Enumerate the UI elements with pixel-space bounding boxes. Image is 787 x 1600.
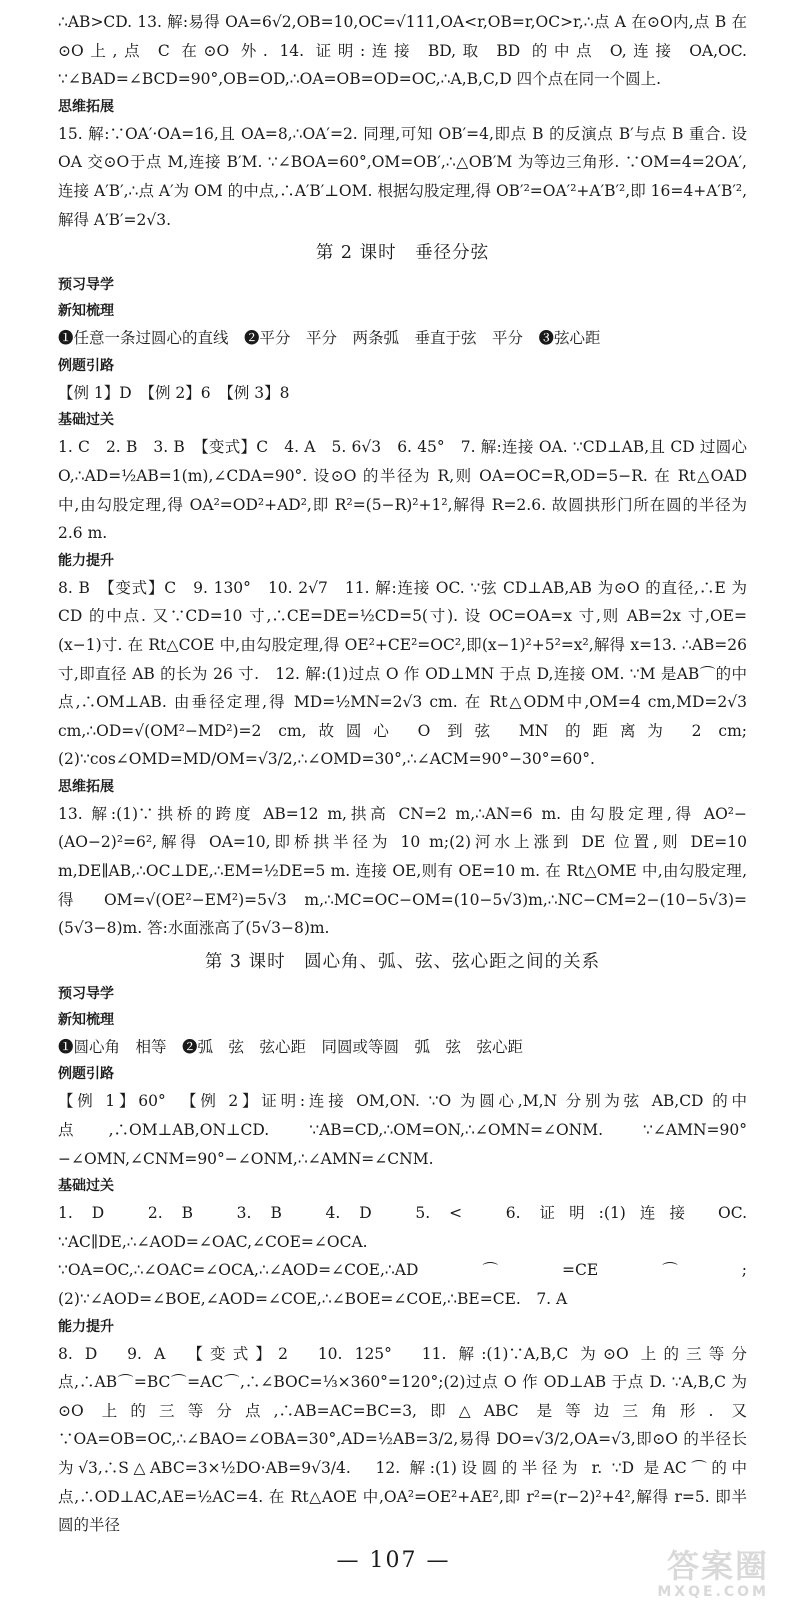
section-thinking-extension: 思维拓展 [58, 98, 114, 115]
lesson-title-3: 第 3 课时 圆心角、弧、弦、弦心距之间的关系 [204, 951, 601, 972]
watermark-logo [657, 1548, 769, 1600]
paragraph-q15: 15. 解:∵OA′·OA=16,且 OA=8,∴OA′=2. 同理,可知 OB′=4,即点 B 的反演点 B′与点 B 重合. 设 OA 交⊙O于点 M,连接 B′M. ∵∠BOA=60°,OM=OB′,∴△OB′M 为等边三角形. ∵OM=4=2OA′,连接 A′B′,∴点 A′为 OM 的中点,∴A′B′⊥OM. 根据勾股定理,得 OB′²=OA′²+A′B′²,即 16=4+A′B′²,解得 A′B′=2√3. [58, 124, 747, 229]
section-new-knowledge-3: 新知梳理 [58, 1011, 114, 1028]
section-basic-3: 基础过关 [58, 1178, 114, 1195]
paragraph-basic-2: 1. C 2. B 3. B 【变式】C 4. A 5. 6√3 6. 45° 7. 解:连接 OA. ∵CD⊥AB,且 CD 过圆心 O,∴AD=½AB=1(m),∠CDA=90°. 设⊙O 的半径为 R,则 OA=OC=R,OD=5−R. 在 Rt△OAD 中,由勾股定理,得 OA²=OD²+AD²,即 R²=(5−R)²+1²,解得 R=2.6. 故圆拱形门所在圆的半径为 2.6 m. [58, 438, 747, 543]
section-preview-3: 预习导学 [58, 985, 114, 1002]
paragraph-ability-3: 8. D 9. A 【变式】2 10. 125° 11. 解:(1)∵A,B,C 为⊙O 上的三等分点,∴AB⌒=BC⌒=AC⌒,∴∠BOC=⅓×360°=120°;(2)过点 O 作 OD⊥AB 于点 D. ∵A,B,C 为⊙O 上的三等分点,∴AB=AC=BC=3,即△ABC 是等边三角形. 又∵OA=OB=OC,∴∠BAO=∠OBA=30°,AD=½AB=3/2,易得 DO=√3/2,OA=√3,即⊙O 的半径长为√3,∴S△ABC=3×½DO·AB=9√3/4. 12. 解:(1)设圆的半径为 r. ∵D 是AC⌒的中点,∴OD⊥AC,AE=½AC=4. 在 Rt△AOE 中,OA²=OE²+AE²,即 r²=(r−2)²+4²,解得 r=5. 即半圆的半径 [58, 1344, 747, 1535]
section-new-knowledge: 新知梳理 [58, 303, 114, 320]
watermark-text: 答案圈 [666, 1547, 769, 1585]
paragraph-new-knowledge-3: ❶圆心角 相等 ❷弧 弦 弦心距 同圆或等圆 弧 弦 弦心距 [58, 1037, 524, 1056]
section-examples-3: 例题引路 [58, 1066, 114, 1083]
page-number: — 107 — [336, 1548, 451, 1573]
section-thinking-extension-2: 思维拓展 [58, 778, 114, 795]
watermark-url: MXQE.COM [657, 1584, 769, 1600]
paragraph-examples-3: 【例 1】60° 【例 2】证明:连接 OM,ON. ∵O 为圆心,M,N 分别为弦 AB,CD 的中点,∴OM⊥AB,ON⊥CD. ∵AB=CD,∴OM=ON,∴∠OMN=∠ONM. ∵∠AMN=90°−∠OMN,∠CNM=90°−∠ONM,∴∠AMN=∠CNM. [58, 1092, 747, 1168]
paragraph-q12-q14: ∴AB>CD. 13. 解:易得 OA=6√2,OB=10,OC=√111,OA<r,OB=r,OC>r,∴点 A 在⊙O内,点 B 在⊙O上,点 C 在⊙O 外. 14. 证明:连接 BD,取 BD 的中点 O,连接 OA,OC. ∵∠BAD=∠BCD=90°,OB=OD,∴OA=OB=OD=OC,∴A,B,C,D 四个点在同一个圆上. [58, 13, 747, 89]
section-ability: 能力提升 [58, 552, 114, 569]
section-ability-3: 能力提升 [58, 1318, 114, 1335]
paragraph-basic-3: 1. D 2. B 3. B 4. D 5. < 6. 证明:(1)连接 OC. ∵AC∥DE,∴∠AOD=∠OAC,∠COE=∠OCA. ∵OA=OC,∴∠OAC=∠OCA,∴∠AOD=∠COE,∴AD⌒=CE⌒;(2)∵∠AOD=∠BOE,∠AOD=∠COE,∴∠BOE=∠COE,∴BE=CE. 7. A [58, 1204, 747, 1308]
section-examples: 例题引路 [58, 357, 114, 374]
paragraph-q13: 13. 解:(1)∵拱桥的跨度 AB=12 m,拱高 CN=2 m,∴AN=6 m. 由勾股定理,得 AO²−(AO−2)²=6²,解得 OA=10,即桥拱半径为 10 m;(2)河水上涨到 DE 位置,则 DE=10 m,DE∥AB,∴OC⊥DE,∴EM=½DE=5 m. 连接 OE,则有 OE=10 m. 在 Rt△OME 中,由勾股定理,得 OM=√(OE²−EM²)=5√3 m,∴MC=OC−OM=(10−5√3)m,∴NC−CM=2−(10−5√3)=(5√3−8)m. 答:水面涨高了(5√3−8)m. [58, 804, 747, 938]
paragraph-ability-2: 8. B 【变式】C 9. 130° 10. 2√7 11. 解:连接 OC. ∵弦 CD⊥AB,AB 为⊙O 的直径,∴E 为 CD 的中点. 又∵CD=10 寸,∴CE=DE=½CD=5(寸). 设 OC=OA=x 寸,则 AB=2x 寸,OE=(x−1)寸. 在 Rt△COE 中,由勾股定理,得 OE²+CE²=OC²,即(x−1)²+5²=x²,解得 x=13. ∴AB=26 寸,即直径 AB 的长为 26 寸. 12. 解:(1)过点 O 作 OD⊥MN 于点 D,连接 OM. ∵M 是AB⌒的中点,∴OM⊥AB. 由垂径定理,得 MD=½MN=2√3 cm. 在 Rt△ODM中,OM=4 cm,MD=2√3 cm,∴OD=√(OM²−MD²)=2 cm,故圆心 O 到弦 MN 的距离为 2 cm;(2)∵cos∠OMD=MD/OM=√3/2,∴∠OMD=30°,∴∠ACM=90°−30°=60°. [58, 578, 747, 769]
answer-content [58, 8, 747, 1540]
paragraph-new-knowledge-2: ❶任意一条过圆心的直线 ❷平分 平分 两条弧 垂直于弦 平分 ❸弦心距 [58, 329, 601, 348]
paragraph-examples-2: 【例 1】D 【例 2】6 【例 3】8 [58, 383, 290, 402]
lesson-title-2: 第 2 课时 垂径分弦 [315, 243, 490, 264]
section-preview: 预习导学 [58, 277, 114, 294]
section-basic: 基础过关 [58, 412, 114, 429]
